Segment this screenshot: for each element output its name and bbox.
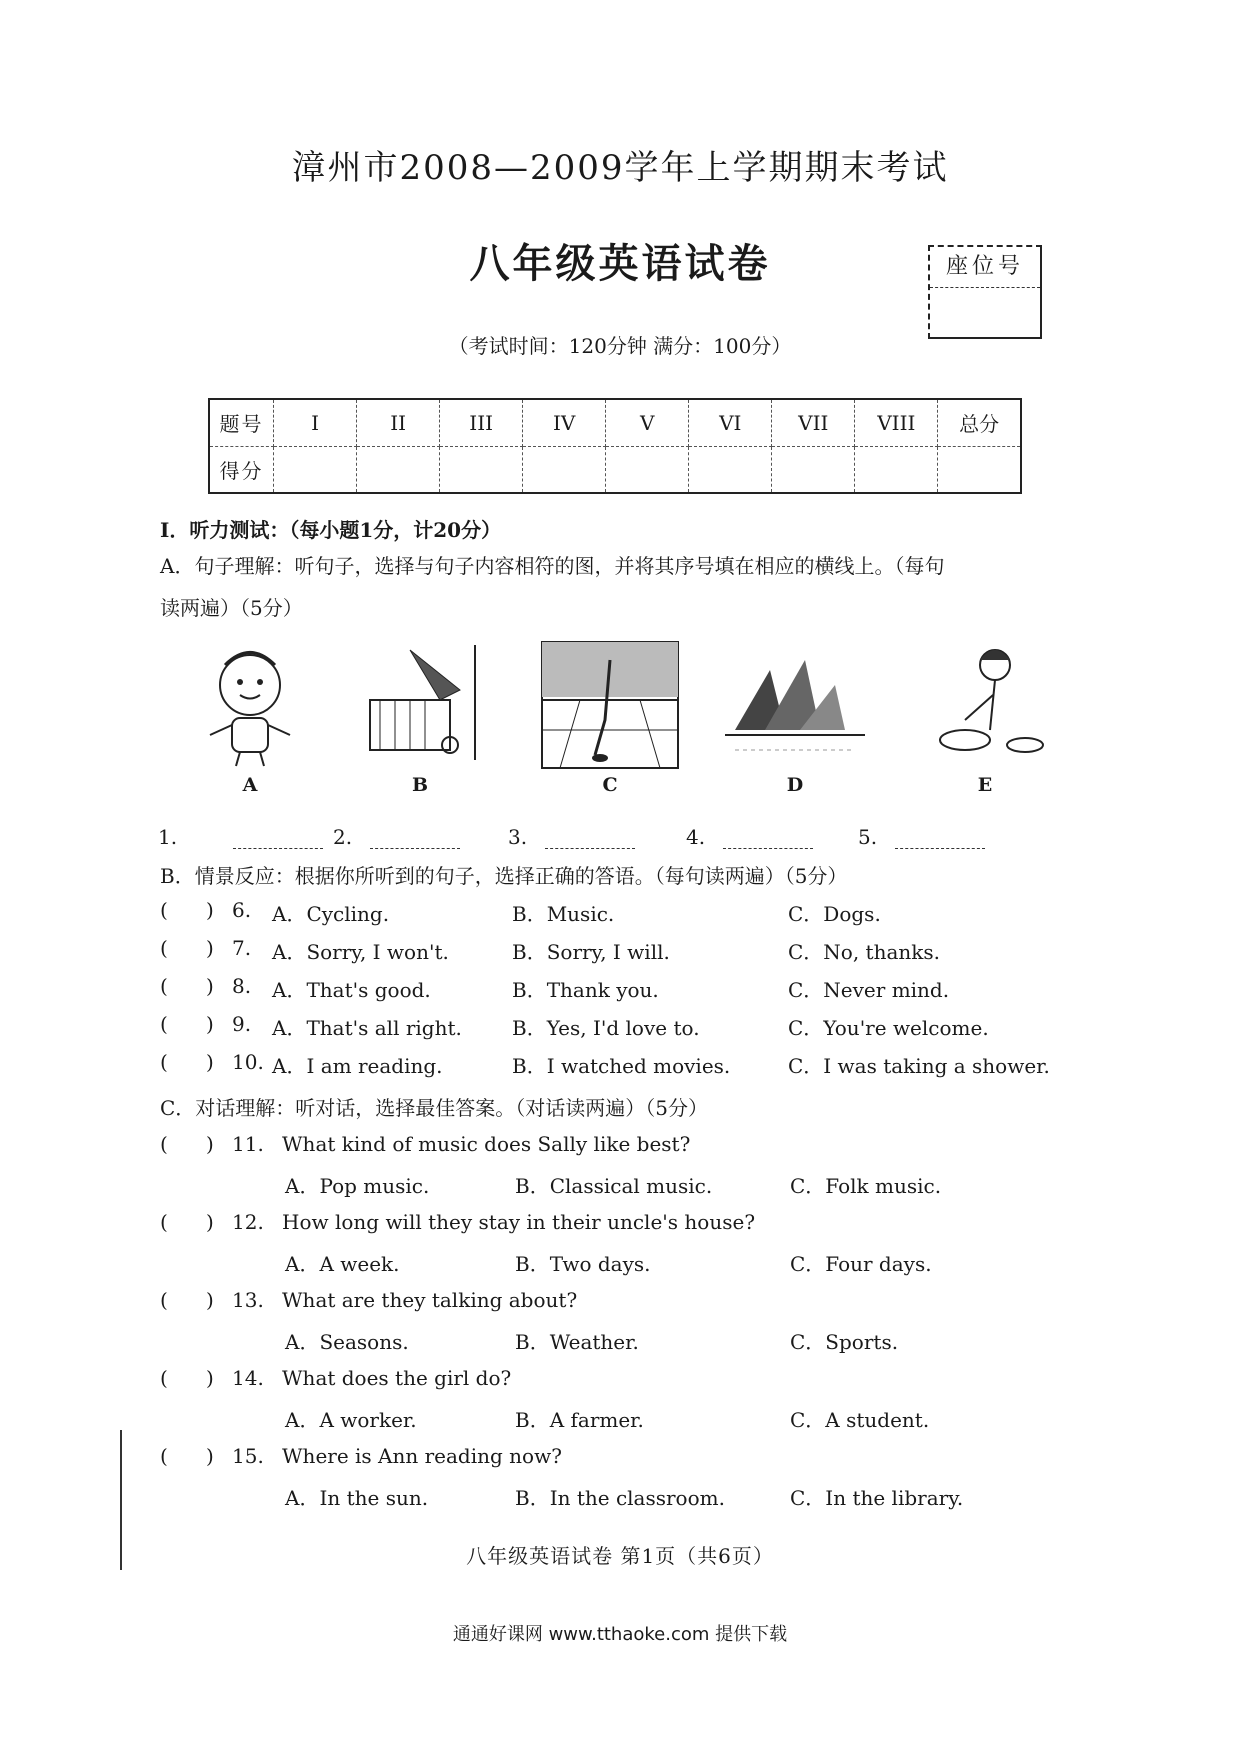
score-table-row-label: 得分	[209, 446, 274, 493]
option-c: C．No, thanks.	[788, 940, 941, 964]
score-table-col: VI	[689, 399, 772, 446]
exam-info: （考试时间：120分钟 满分：100分）	[448, 334, 792, 358]
option-b: B．Music.	[512, 902, 615, 926]
answer-bracket[interactable]: ( )	[160, 974, 214, 998]
score-cell[interactable]	[855, 446, 938, 493]
question-number: 12.	[232, 1210, 264, 1234]
question-number: 7.	[232, 936, 252, 960]
seat-number-label: 座位号	[930, 247, 1040, 288]
option-a: A．That's all right.	[272, 1016, 462, 1040]
blank-line[interactable]	[895, 830, 985, 849]
picture-b	[350, 640, 490, 796]
picture-label: C	[602, 774, 618, 796]
score-cell[interactable]	[938, 446, 1021, 493]
score-cell[interactable]	[440, 446, 523, 493]
question-number: 6.	[232, 898, 252, 922]
opera-house-icon	[725, 640, 865, 770]
answer-blank	[508, 825, 635, 849]
blank-line[interactable]	[545, 830, 635, 849]
blank-number: 1.	[158, 825, 178, 849]
score-table-row-label: 题号	[209, 399, 274, 446]
score-table-col: V	[606, 399, 689, 446]
option-b: B．Two days.	[515, 1252, 651, 1276]
seat-number-box	[928, 245, 1042, 339]
question-number: 13.	[232, 1288, 264, 1312]
score-table-header-row	[209, 399, 1021, 446]
option-c: C．Sports.	[790, 1330, 899, 1354]
answer-bracket[interactable]: ( )	[160, 1050, 214, 1074]
blank-line[interactable]	[233, 830, 323, 849]
answer-bracket[interactable]: ( )	[160, 1012, 214, 1036]
picture-label: B	[411, 774, 429, 796]
option-c: C．Never mind.	[788, 978, 950, 1002]
score-table-col: VII	[772, 399, 855, 446]
score-table-col: VIII	[855, 399, 938, 446]
blank-number: 2.	[333, 825, 353, 849]
section-1-heading: Ⅰ．听力测试：（每小题1分，计20分）	[160, 518, 502, 542]
score-table-col: II	[357, 399, 440, 446]
option-c: C．In the library.	[790, 1486, 964, 1510]
question-text: How long will they stay in their uncle's house?	[282, 1210, 756, 1234]
option-b: B．A farmer.	[515, 1408, 644, 1432]
part-c-heading: C．对话理解：听对话，选择最佳答案。（对话读两遍）（5分）	[160, 1096, 709, 1120]
blank-number: 3.	[508, 825, 528, 849]
answer-bracket[interactable]: ( )	[160, 1444, 214, 1468]
part-a-instructions: A．句子理解：听句子，选择与句子内容相符的图，并将其序号填在相应的横线上。（每句	[160, 554, 945, 578]
answer-bracket[interactable]: ( )	[160, 936, 214, 960]
part-b-heading: B．情景反应：根据你所听到的句子，选择正确的答语。（每句读两遍）（5分）	[160, 864, 848, 888]
question-text: Where is Ann reading now?	[282, 1444, 562, 1468]
option-c: C．Four days.	[790, 1252, 932, 1276]
question-text: What kind of music does Sally like best?	[282, 1132, 691, 1156]
answer-bracket[interactable]: ( )	[160, 1210, 214, 1234]
option-b: B．Classical music.	[515, 1174, 713, 1198]
option-b: B．I watched movies.	[512, 1054, 731, 1078]
score-cell[interactable]	[606, 446, 689, 493]
option-b: B．Yes, I'd love to.	[512, 1016, 700, 1040]
score-table-col: III	[440, 399, 523, 446]
picture-e	[915, 640, 1055, 796]
option-a: A．A week.	[285, 1252, 400, 1276]
option-a: A．I am reading.	[272, 1054, 443, 1078]
score-table-score-row	[209, 446, 1021, 493]
option-b: B．Sorry, I will.	[512, 940, 670, 964]
picture-a	[180, 640, 320, 796]
score-table-col: 总分	[938, 399, 1021, 446]
score-cell[interactable]	[523, 446, 606, 493]
option-a: A．Pop music.	[285, 1174, 430, 1198]
question-number: 14.	[232, 1366, 264, 1390]
option-b: B．In the classroom.	[515, 1486, 725, 1510]
exam-subtitle: 八年级英语试卷	[469, 240, 771, 287]
option-b: B．Weather.	[515, 1330, 639, 1354]
option-a: A．Cycling.	[272, 902, 390, 926]
option-a: A．In the sun.	[285, 1486, 429, 1510]
blank-number: 5.	[858, 825, 878, 849]
girl-cooking-icon	[915, 640, 1055, 770]
option-c: C．Folk music.	[790, 1174, 942, 1198]
answer-blank	[686, 825, 813, 849]
part-a-instructions-cont: 读两遍）（5分）	[160, 596, 303, 620]
score-cell[interactable]	[357, 446, 440, 493]
answer-blank	[333, 825, 460, 849]
question-number: 11.	[232, 1132, 264, 1156]
picture-label: E	[977, 774, 993, 796]
score-table-col: I	[274, 399, 357, 446]
option-a: A．That's good.	[272, 978, 431, 1002]
cartoon-piano-icon	[350, 640, 490, 770]
score-cell[interactable]	[772, 446, 855, 493]
question-number: 15.	[232, 1444, 264, 1468]
option-c: C．A student.	[790, 1408, 930, 1432]
blank-line[interactable]	[370, 830, 460, 849]
answer-bracket[interactable]: ( )	[160, 1366, 214, 1390]
option-b: B．Thank you.	[512, 978, 659, 1002]
download-credit: 通通好课网 www.tthaoke.com 提供下载	[452, 1624, 788, 1645]
picture-label: D	[786, 774, 804, 796]
score-table	[208, 398, 1022, 494]
option-a: A．Sorry, I won't.	[272, 940, 449, 964]
picture-label: A	[242, 774, 258, 796]
question-number: 10.	[232, 1050, 264, 1074]
exam-title: 漳州市2008—2009学年上学期期末考试	[291, 148, 949, 188]
option-a: A．A worker.	[285, 1408, 417, 1432]
option-c: C．Dogs.	[788, 902, 881, 926]
question-number: 8.	[232, 974, 252, 998]
answer-bracket[interactable]: ( )	[160, 898, 214, 922]
score-table-col: IV	[523, 399, 606, 446]
answer-bracket[interactable]: ( )	[160, 1288, 214, 1312]
picture-d	[725, 640, 865, 796]
answer-blank	[158, 825, 323, 849]
option-c: C．I was taking a shower.	[788, 1054, 1050, 1078]
question-text: What are they talking about?	[282, 1288, 578, 1312]
answer-blank	[858, 825, 985, 849]
cartoon-mascot-icon	[180, 640, 320, 770]
question-text: What does the girl do?	[282, 1366, 512, 1390]
option-a: A．Seasons.	[285, 1330, 409, 1354]
question-number: 9.	[232, 1012, 252, 1036]
score-cell[interactable]	[274, 446, 357, 493]
page-footer: 八年级英语试卷 第1页（共6页）	[466, 1544, 774, 1568]
tennis-court-icon	[540, 640, 680, 770]
blank-line[interactable]	[723, 830, 813, 849]
score-cell[interactable]	[689, 446, 772, 493]
option-c: C．You're welcome.	[788, 1016, 989, 1040]
answer-bracket[interactable]: ( )	[160, 1132, 214, 1156]
blank-number: 4.	[686, 825, 706, 849]
picture-c	[540, 640, 680, 796]
